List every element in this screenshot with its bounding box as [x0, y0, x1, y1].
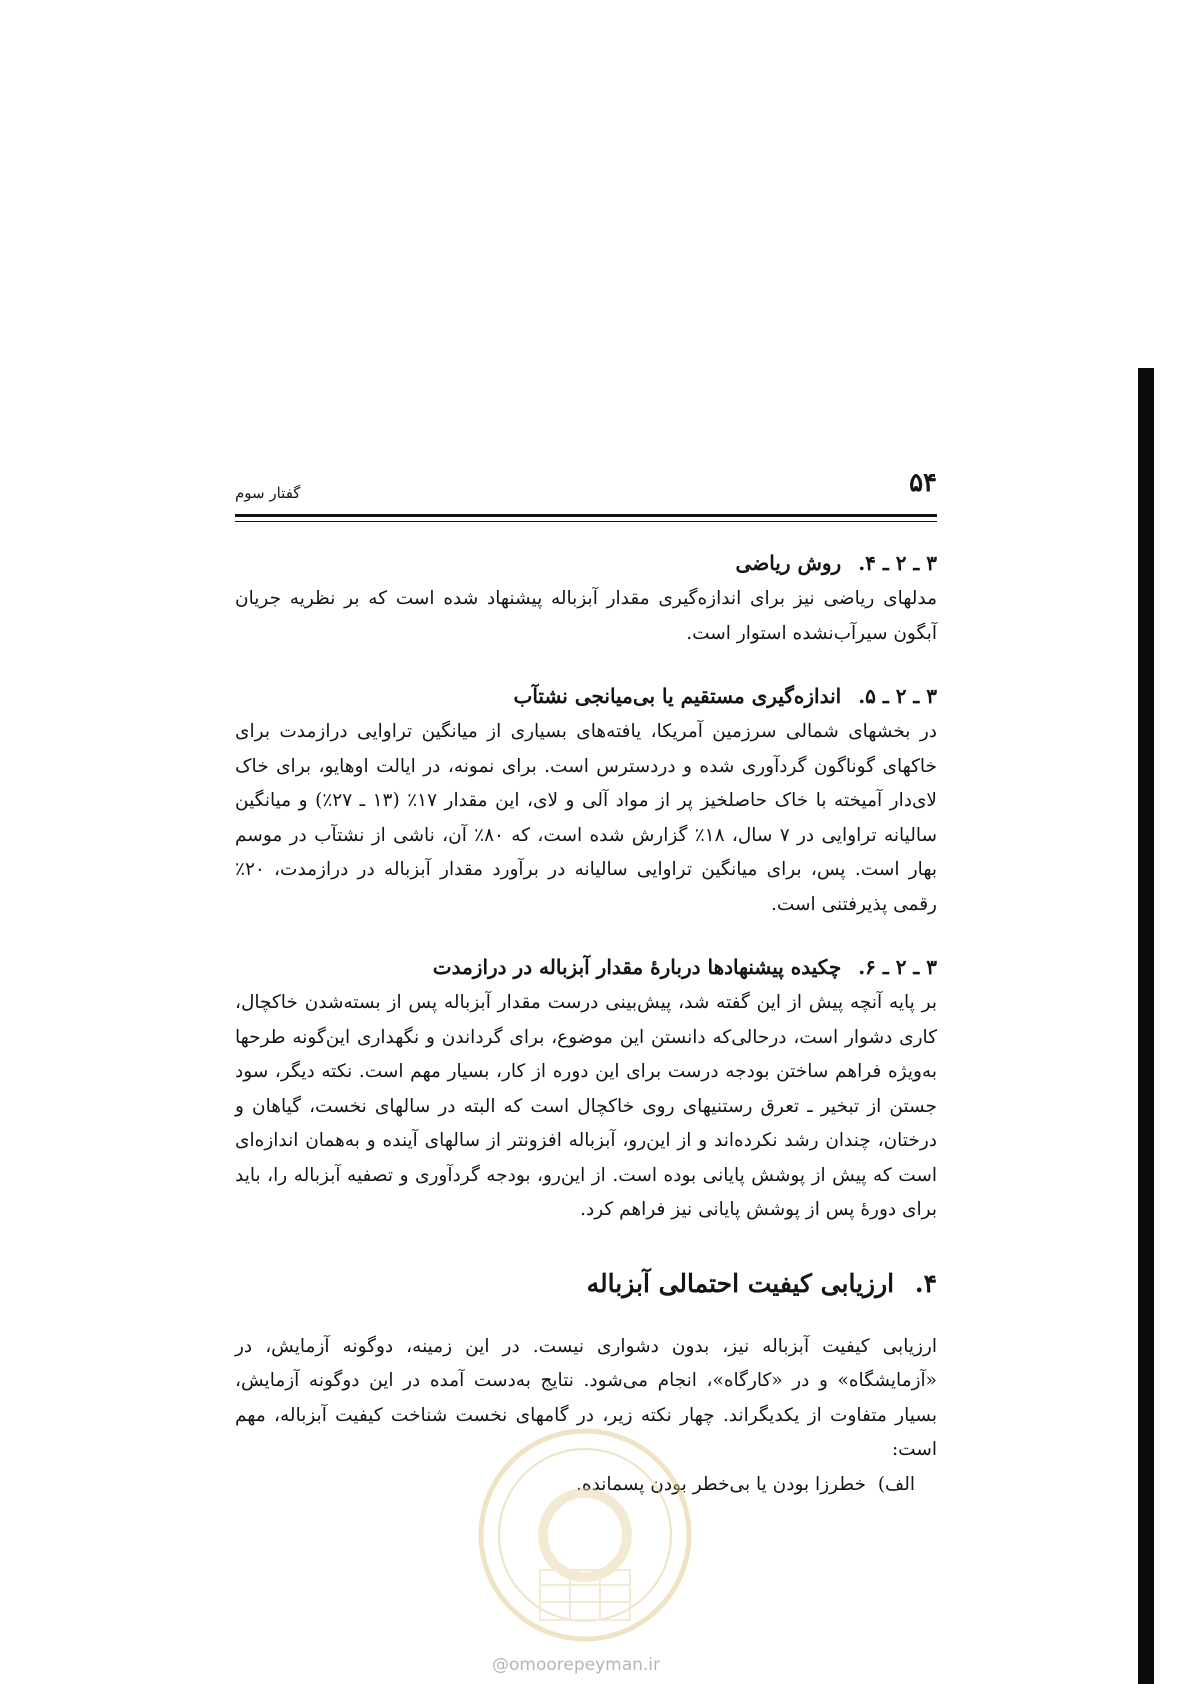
section-title: اندازه‌گیری مستقیم یا بی‌میانجی نشتآب [513, 684, 842, 708]
section-heading [235, 681, 937, 711]
watermark-url: @omoorepeyman.ir [492, 1655, 661, 1675]
section-paragraph: در بخشهای شمالی سرزمین آمریکا، یافته‌های بسیاری از میانگین تراوایی درازمدت برای خاکهای گوناگون گردآوری شده و دردسترس است. برای نمونه، در ایالت اوهایو، برای خاک لای‌دار آمیخته با خاک حاصلخیز پر از مواد آلی و لای، این مقدار ۱۷٪ (۱۳ ـ ۲۷٪) و میانگین سالیانه تراوایی در ۷ سال، ۱۸٪ گزارش شده است، که ۸۰٪ آن، ناشی از نشتآب در موسم بهار است. پس، برای میانگین تراوایی سالیانه در برآورد مقدار آبزباله در درازمدت، ۲۰٪ رقمی پذیرفتنی است. [235, 721, 938, 915]
section-paragraph: بر پایه آنچه پیش از این گفته شد، پیش‌بینی درست مقدار آبزباله پس از بسته‌شدن خاکچال، کاری دشوار است، درحالی‌که دانستن این موضوع، برای گرداندن و نگهداری این‌گونه طرحها به‌ویژه فراهم ساختن بودجه درست برای این دوره از کار، بسیار مهم است. نکته دیگر، سود جستن از تبخیر ـ تعرق رستنیهای روی خاکچال است که البته در سالهای نخست، گیاهان و درختان، چندان رشد نکرده‌اند و از این‌رو، آبزباله افزونتر از سالهای آینده و به‌همان اندازه‌ای است که پیش از پوشش پایانی بوده است. از این‌رو، بودجه گردآوری و تصفیه آبزباله را، باید برای دورهٔ پس از پوشش پایانی نیز فراهم کرد. [235, 992, 937, 1220]
section-summary-recommendations [235, 952, 937, 1228]
section-number: ۳ ـ ۲ ـ ۵. [858, 684, 937, 708]
section-direct-measurement [235, 681, 937, 922]
section-heading [235, 548, 937, 578]
list-item-label: الف) [877, 1473, 915, 1495]
section-paragraph: مدلهای ریاضی نیز برای اندازه‌گیری مقدار آبزباله پیشنهاد شده است که بر نظریه جریان آبگون سیرآب‌نشده استوار است. [235, 588, 937, 644]
watermark-seal-icon [470, 1420, 700, 1660]
major-section-heading [235, 1264, 937, 1304]
major-section-number: ۴. [914, 1268, 937, 1298]
section-title: روش ریاضی [735, 551, 842, 575]
page-number: ۵۴ [909, 468, 937, 498]
page-edge-bar [1138, 368, 1154, 1684]
running-header [235, 468, 937, 508]
section-number: ۳ ـ ۲ ـ ۴. [858, 551, 937, 575]
section-title: چکیده پیشنهادها دربارهٔ مقدار آبزباله در درازمدت [432, 955, 842, 979]
major-section-title: ارزیابی کیفیت احتمالی آبزباله [586, 1268, 895, 1298]
header-rule-thick [235, 514, 937, 517]
chapter-title: گفتار سوم [235, 484, 301, 502]
major-section-paragraph: ارزیابی کیفیت آبزباله نیز، بدون دشواری نیست. در این زمینه، دوگونه آزمایش، در «آزمایشگاه» و در «کارگاه»، انجام می‌شود. نتایج به‌دست آمده در این دوگونه آزمایش، بسیار متفاوت از یکدیگراند. چهار نکته زیر، در گامهای نخست شناخت کیفیت آبزباله، مهم است: [235, 1335, 937, 1460]
header-rule-thin [235, 521, 937, 522]
list-item-text: خطرزا بودن یا بی‌خطر بودن پسمانده. [576, 1473, 866, 1495]
section-mathematical-method [235, 548, 937, 651]
section-heading [235, 952, 937, 982]
page-content [235, 548, 937, 1502]
section-number: ۳ ـ ۲ ـ ۶. [858, 955, 937, 979]
